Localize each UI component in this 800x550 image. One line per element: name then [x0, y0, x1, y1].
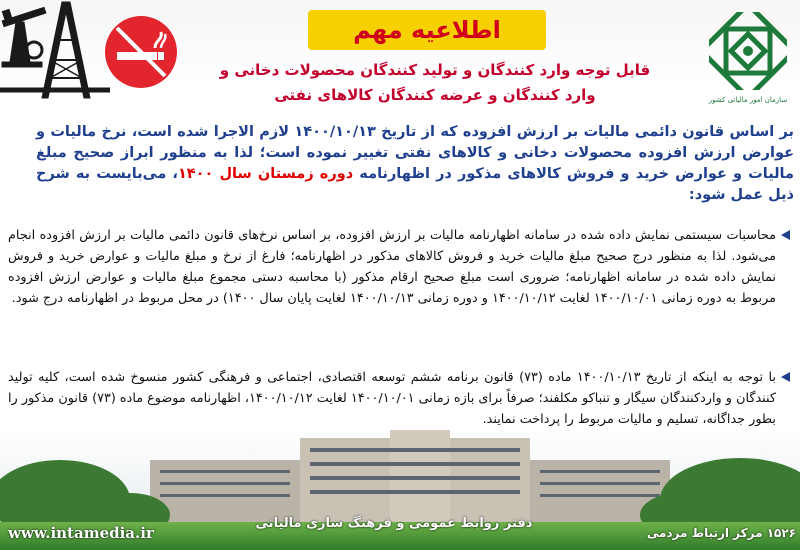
tax-organization-emblem-icon: [709, 12, 787, 90]
logo-caption: سازمان امور مالیاتی کشور: [708, 96, 788, 104]
no-smoking-icon: [103, 14, 179, 90]
bullet-text-1: محاسبات سیستمی نمایش داده شده در سامانه اظهارنامه مالیات بر ارزش افزوده، بر اساس نرخ‌های قانون دائمی مالیات بر ارزش افزوده انجام می‌شود. لذا به منظور درج صحیح مبلغ مالیات خرید و فروش کالاهای مذکور در اظهارنامه؛ فارغ از نرخ و مبلغ مالیات و عوارض خرید و فروش نمایش داده شده در سامانه اظهارنامه؛ ضروری است مبلغ صحیح ارقام مذکور (با محاسبه دستی مجموع مبلغ مالیات و عوارض ارزش افزوده مربوط به دوره زمانی ۱۴۰۰/۱۰/۰۱ لغایت ۱۴۰۰/۱۰/۱۲ و دوره زمانی ۱۴۰۰/۱۰/۱۳ لغایت پایان سال ۱۴۰۰) در محل مربوط در اظهارنامه درج شود.: [8, 228, 776, 306]
intro-paragraph: [36, 122, 794, 206]
intro-highlight: دوره زمستان سال ۱۴۰۰: [177, 166, 354, 182]
announcement-title-box: [308, 10, 546, 50]
intro-text-before: بر اساس قانون دائمی مالیات بر ارزش افزوده که از تاریخ ۱۴۰۰/۱۰/۱۳ لازم الاجرا شده است، نرخ مالیات و عوارض ارزش افزوده محصولات دخانی و کالاهای نفتی تغییر نموده است؛ لذا به منظور ابراز صحیح مبلغ مالیات و عوارض خرید و فروش کالاهای مذکور در اظهارنامه: [36, 124, 794, 182]
subtitle-line-2: وارد کنندگان و عرضه کنندگان کالاهای نفتی: [274, 86, 596, 104]
bullet-item-2: [8, 367, 790, 430]
bullet-arrow-icon: [781, 372, 790, 382]
website-url[interactable]: www.intamedia.ir: [8, 524, 154, 542]
public-relations-office: دفتر روابط عمومی و فرهنگ سازی مالیاتی: [255, 516, 533, 531]
bullet-text-2: با توجه به اینکه از تاریخ ۱۴۰۰/۱۰/۱۳ ماده (۷۳) قانون برنامه ششم توسعه اقتصادی، اجتماعی و فرهنگی کشور منسوخ شده است، کلیه تولید کنندگان و واردکنندگان سیگار و تنباکو مکلفند؛ صرفاً برای بازه زمانی ۱۴۰۰/۱۰/۰۱ لغایت ۱۴۰۰/۱۰/۱۲، اظهارنامه موضوع ماده (۷۳) قانون مذکور را بطور جداگانه، تسلیم و مالیات مربوط را پرداخت نمایند.: [8, 370, 776, 427]
announcement-title: اطلاعیه مهم: [353, 16, 501, 44]
bullet-arrow-icon: [781, 230, 790, 240]
contact-center-number: ۱۵۲۶ مرکز ارتباط مردمی: [646, 526, 796, 540]
oil-pump-icon: [0, 0, 110, 100]
subtitle-line-1: قابل توجه وارد کنندگان و تولید کنندگان محصولات دخانی و: [219, 61, 651, 79]
bullet-item-1: [8, 225, 790, 309]
intro-text-after: ، می‌بایست به شرح ذیل عمل شود:: [36, 166, 794, 203]
tax-organization-logo: [704, 12, 792, 110]
